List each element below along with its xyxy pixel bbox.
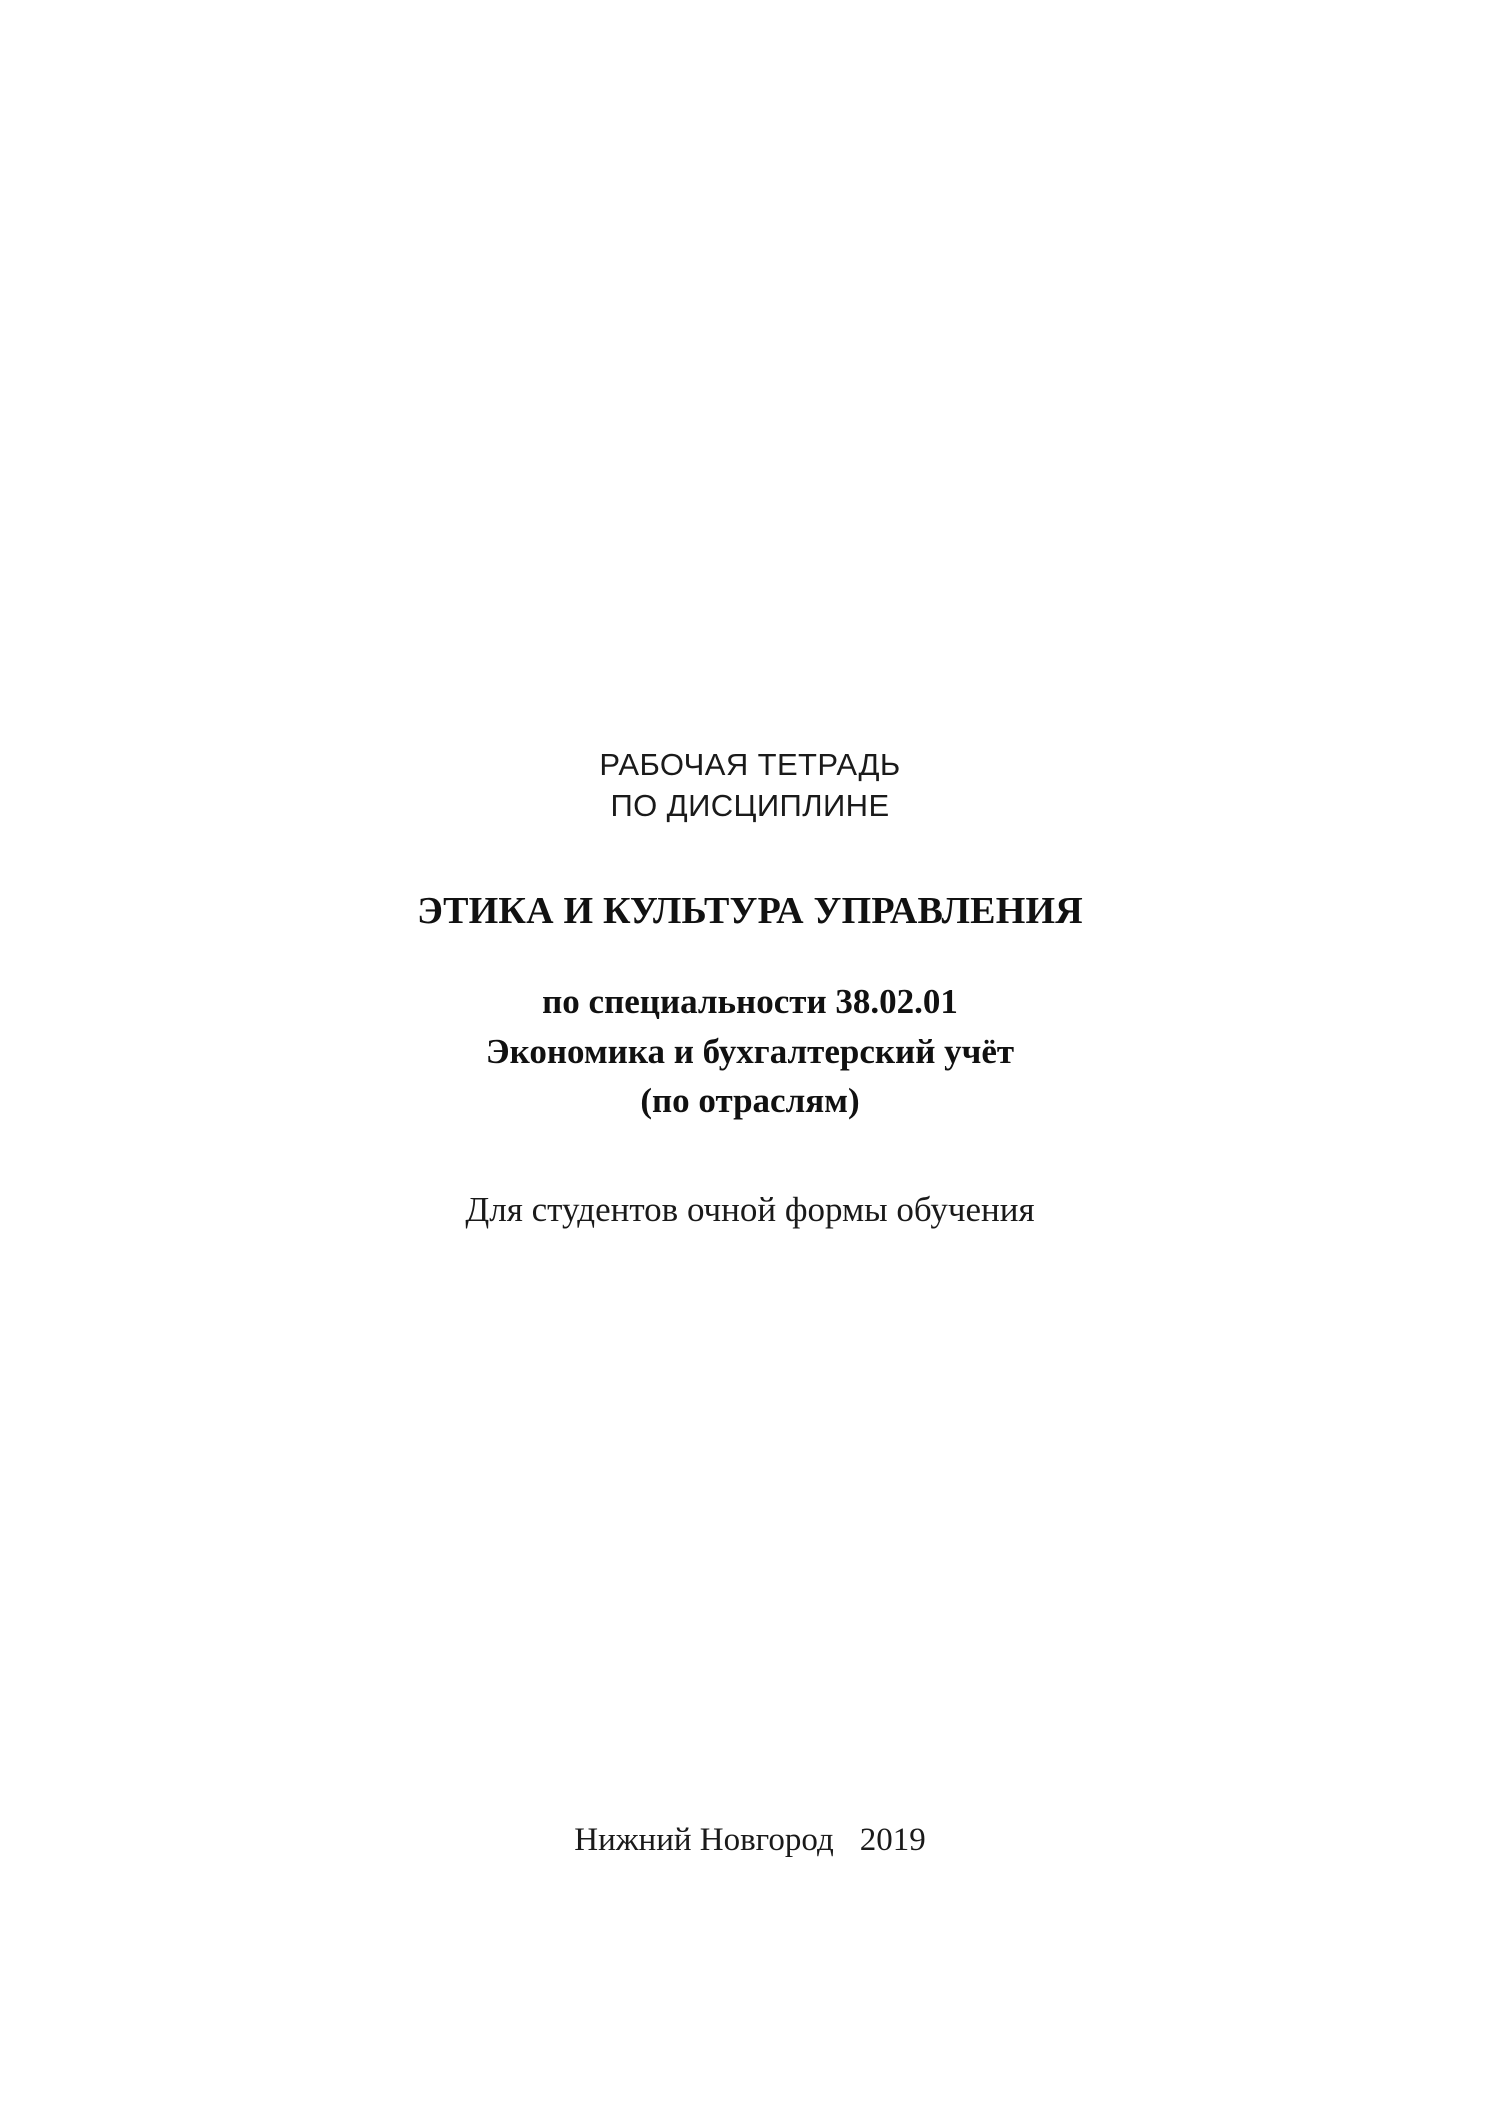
document-kind: [0, 745, 1500, 827]
page-title: ЭТИКА И КУЛЬТУРА УПРАВЛЕНИЯ: [417, 889, 1083, 932]
specialty-branch-line: (по отраслям): [640, 1081, 860, 1121]
specialty-code-line: по специальности 38.02.01: [542, 981, 958, 1021]
imprint-year: 2019: [859, 1822, 926, 1858]
specialty-block: [0, 977, 1500, 1126]
document-kind-line-1: РАБОЧАЯ ТЕТРАДЬ: [599, 747, 901, 782]
document-kind-line-2: ПО ДИСЦИПЛИНЕ: [610, 787, 890, 823]
title-block: [0, 745, 1500, 1230]
audience-note: Для студентов очной формы обучения: [465, 1189, 1035, 1229]
specialty-name-line: Экономика и бухгалтерский учёт: [485, 1031, 1015, 1071]
imprint: [0, 1822, 1500, 1859]
imprint-city: Нижний Новгород: [574, 1822, 834, 1858]
